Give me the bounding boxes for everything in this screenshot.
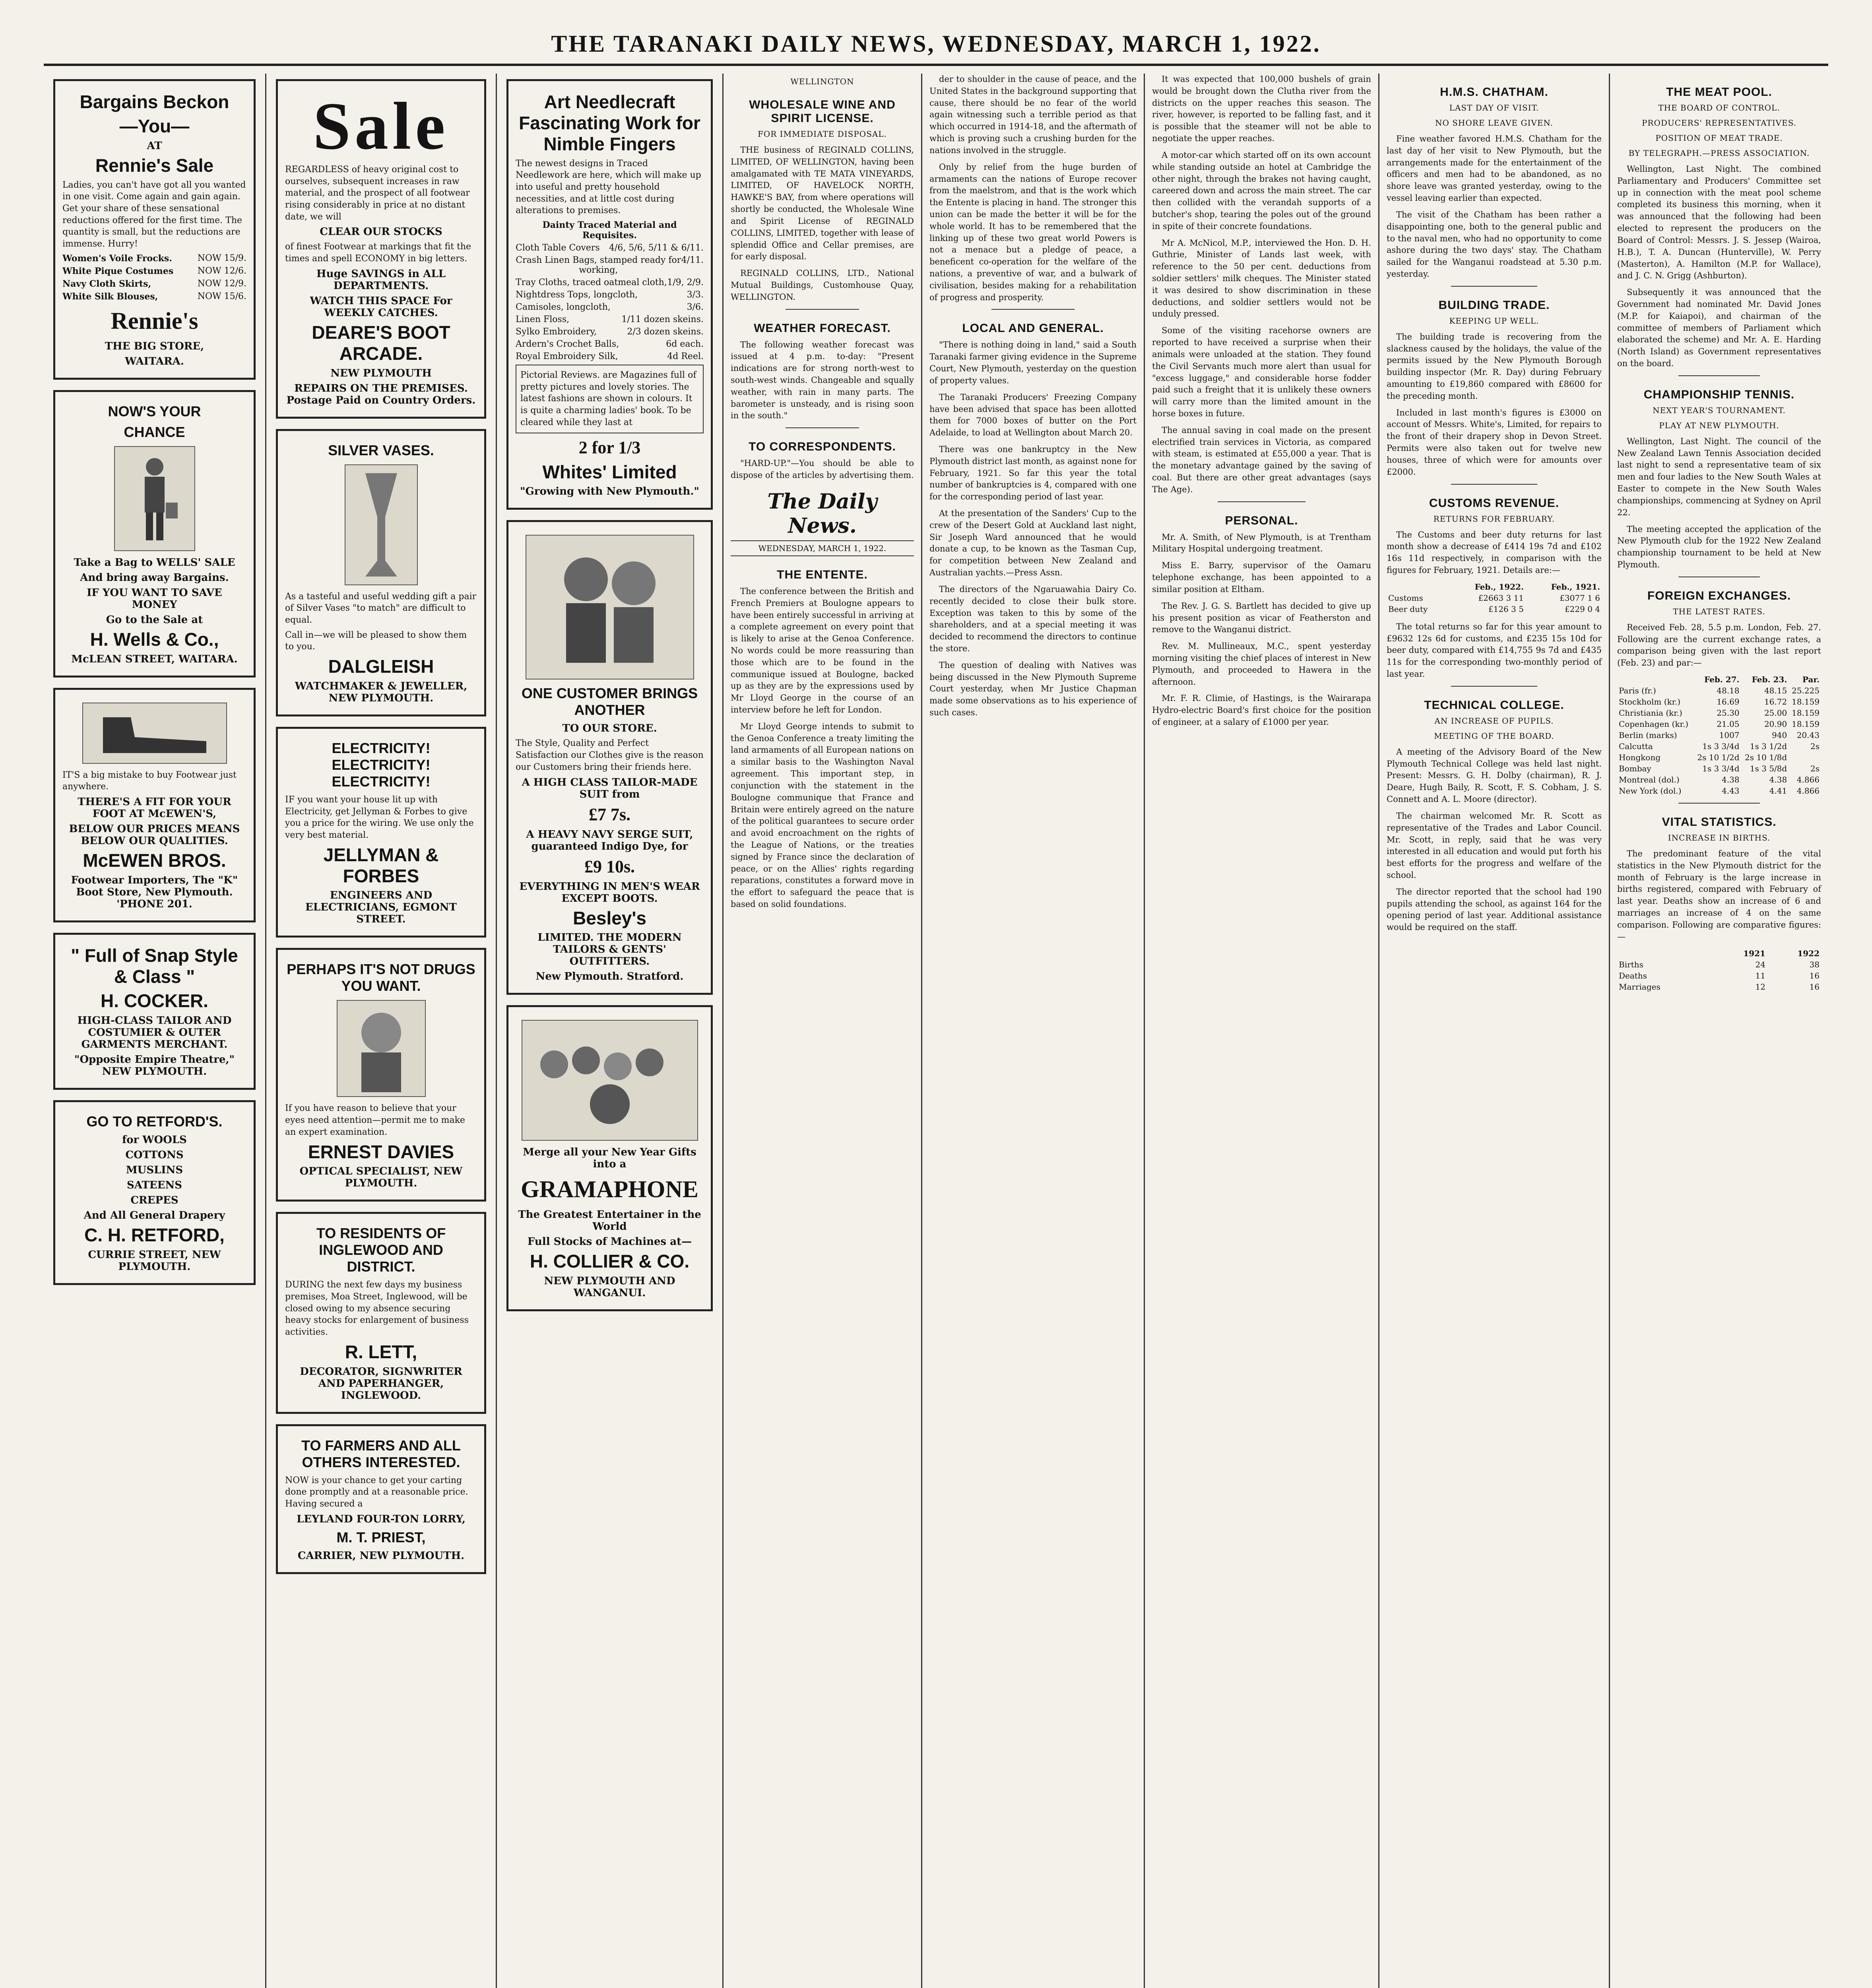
vital-sub: INCREASE IN BIRTHS. <box>1668 833 1771 843</box>
lett-title: TO RESIDENTS OF INGLEWOOD AND DISTRICT. <box>316 1225 446 1275</box>
divider <box>1678 375 1760 376</box>
whites-line: Ardern's Crochet Balls, 6d each. <box>516 339 704 349</box>
building-head: BUILDING TRADE. <box>1438 298 1550 312</box>
column-6 <box>1145 74 1379 1988</box>
technical-p: The chairman welcomed Mr. R. Scott as representative of the Trades and Labor Council. Mr. Scott, in reply, said that he was very interested in all education and would put forth his best efforts for the progress and welfare of the school. <box>1387 811 1602 880</box>
table-header-row: 1921 1922 <box>1743 948 1820 958</box>
rennie-item: Navy Cloth Skirts, NOW 12/9. <box>62 278 246 289</box>
chatham-sub: LAST DAY OF VISIT. <box>1449 103 1539 113</box>
table-row: New York (dol.) 4.43 4.41 4.866 <box>1619 786 1820 796</box>
entente-head: THE ENTENTE. <box>777 568 868 581</box>
table-row: Christiania (kr.) 25.30 25.00 18.159 <box>1619 708 1820 718</box>
weather-head: WEATHER FORECAST. <box>754 321 891 335</box>
sale-rest: of finest Footwear at markings that fit the times and spell ECONOMY in big letters. <box>285 242 471 264</box>
mcewen-prices: BELOW OUR PRICES MEANS BELOW OUR QUALITIES. <box>69 823 240 847</box>
table-row: Beer duty £126 3 5 £229 0 4 <box>1388 604 1600 614</box>
table-header-row: Feb. 27. Feb. 23. Par. <box>1704 675 1820 684</box>
rennie-logo: Rennie's <box>111 307 198 334</box>
personal-p: Mr. F. R. Climie, of Hastings, is the Wairarapa Hydro-electric Board's first choice for the position of engineer, at a salary of £1000 per year. <box>1152 693 1371 727</box>
boot-illustration <box>82 703 227 764</box>
technical-p: The director reported that the school had 190 pupils attending the school, as against 164 for the opening period of last year. Additional assistance would be required on the staff. <box>1387 887 1602 932</box>
dateline: WEDNESDAY, MARCH 1, 1922. <box>731 540 914 556</box>
dalgleish-title: SILVER VASES. <box>328 442 434 458</box>
personal-p: Mr. A. Smith, of New Plymouth, is at Trentham Military Hospital undergoing treatment. <box>1152 532 1371 554</box>
table-row: Berlin (marks) 1007 940 20.43 <box>1619 730 1820 740</box>
davies-trade: OPTICAL SPECIALIST, NEW PLYMOUTH. <box>299 1165 463 1190</box>
whites-line: Royal Embroidery Silk, 4d Reel. <box>516 351 704 362</box>
wells-l3: Take a Bag to WELLS' SALE <box>74 556 235 569</box>
wells-l1: NOW'S YOUR <box>108 403 201 419</box>
rennie-item: White Pique Costumes NOW 12/6. <box>62 266 246 276</box>
jellyman-ad <box>276 727 486 938</box>
retford-item: And All General Drapery <box>83 1209 225 1221</box>
deare-footer: REPAIRS ON THE PREMISES. Postage Paid on Country Orders. <box>286 382 476 406</box>
corr-head: TO CORRESPONDENTS. <box>749 440 896 454</box>
dalgleish-text: As a tasteful and useful wedding gift a pair of Silver Vases "to match" are difficult to equal. <box>285 591 477 625</box>
jellyman-trade: ENGINEERS AND ELECTRICIANS, EGMONT STREET. <box>305 889 457 926</box>
retford-item: MUSLINS <box>126 1164 183 1176</box>
whites-line: Nightdress Tops, longcloth, 3/3. <box>516 290 704 300</box>
men-with-hats-illustration <box>526 535 694 679</box>
whites-offer: 2 for 1/3 <box>578 437 641 457</box>
meat-p: Subsequently it was announced that the Government had nominated Mr. David Jones (M.P. for Kaiapoi), and chairman of the committee of members of Parliament which elaborated the scheme) and Mr. A. E. Harding (North Island) as Government representatives on the board. <box>1617 287 1821 368</box>
cocker-quote: " Full of Snap Style & Class " <box>71 945 238 987</box>
wine-place: WELLINGTON <box>790 77 854 86</box>
collier-l1: Merge all your New Year Gifts into a <box>523 1146 696 1171</box>
whites-line: Camisoles, longcloth, 3/6. <box>516 302 704 313</box>
weather-text: The following weather forecast was issued at 4 p.m. to-day: "Present indications are for strong north-west to south-west winds. Changeable and squally weather, with rain in many parts. The barometer is unsteady, and is rising soon in the south." <box>731 340 914 421</box>
vital-head: VITAL STATISTICS. <box>1662 815 1777 829</box>
tennis-sub: NEXT YEAR'S TOURNAMENT. <box>1653 405 1786 415</box>
technical-sub: MEETING OF THE BOARD. <box>1434 731 1554 741</box>
table-row: Paris (fr.) 48.18 48.15 25.225 <box>1619 686 1820 695</box>
whites-line: Crash Linen Bags, stamped ready for working, 4/11. <box>516 255 704 276</box>
collier-town: NEW PLYMOUTH AND WANGANUI. <box>544 1275 675 1299</box>
collier-ad <box>506 1005 713 1311</box>
customs-head: CUSTOMS REVENUE. <box>1429 496 1560 510</box>
table-row: Calcutta 1s 3 3/4d 1s 3 1/2d 2s <box>1619 742 1820 751</box>
technical-head: TECHNICAL COLLEGE. <box>1424 698 1564 712</box>
davies-name: ERNEST DAVIES <box>308 1141 454 1162</box>
cocker-desc: HIGH-CLASS TAILOR AND COSTUMIER & OUTER GARMENTS MERCHANT. <box>77 1014 232 1050</box>
news-p: Mr A. McNicol, M.P., interviewed the Hon. D. H. Guthrie, Minister of Lands last week, with reference to the 50 per cent. deductions from soldier settlers' milk cheques. The Minister stated it was desired to show discrimination in these deductions, and soldier settlers would not be unduly pressed. <box>1152 238 1371 319</box>
news-p: The annual saving in coal made on the present electrified train services in Victoria, as compared with steam, is estimated at £55,000 a year. That is the monetary advantage gained by the saving of coal. But there are other great advantages (says The Age). <box>1152 425 1371 494</box>
sale-clear: CLEAR OUR STOCKS <box>320 226 442 238</box>
tennis-p: The meeting accepted the application of the New Plymouth club for the 1922 New Zealand championship tournament to be held at New Plymouth. <box>1617 524 1821 569</box>
besley-text: The Style, Quality and Perfect Satisfaction our Clothes give is the reason our Customers bring their friends here. <box>516 738 704 772</box>
cocker-ad <box>53 933 256 1090</box>
exchange-sub: THE LATEST RATES. <box>1673 606 1765 616</box>
column-7 <box>1379 74 1610 1988</box>
exchange-table <box>1617 674 1821 796</box>
whites-line: Cloth Table Covers 4/6, 5/6, 5/11 & 6/11. <box>516 243 704 253</box>
sale-watch: WATCH THIS SPACE For WEEKLY CATCHES. <box>310 295 452 319</box>
whites-ad <box>506 79 713 510</box>
vital-table <box>1617 948 1821 992</box>
cocker-addr: "Opposite Empire Theatre," NEW PLYMOUTH. <box>74 1053 235 1077</box>
table-row: Montreal (dol.) 4.38 4.38 4.866 <box>1619 775 1820 784</box>
wells-l4: And bring away Bargains. <box>80 571 229 584</box>
mcewen-ad <box>53 688 256 922</box>
jellyman-text: IF you want your house lit up with Electricity, get Jellyman & Forbes to give you a price for the wiring. We use only the very best material. <box>285 794 474 840</box>
dalgleish-call: Call in—we will be pleased to show them to you. <box>285 630 467 652</box>
retford-head: GO TO RETFORD'S. <box>86 1113 223 1130</box>
besley-every: EVERYTHING IN MEN'S WEAR EXCEPT BOOTS. <box>519 880 700 905</box>
rennie-item: White Silk Blouses, NOW 15/6. <box>62 291 246 302</box>
chatham-p: Fine weather favored H.M.S. Chatham for the last day of her visit to New Plymouth, but the arrangements made for the entertainment of the officers and men had to be abandoned, as no shore leave was granted yesterday, owing to the vessel leaving earlier than expected. <box>1387 134 1602 203</box>
building-sub: KEEPING UP WELL. <box>1449 316 1539 326</box>
column-2 <box>266 74 497 1988</box>
rennie-intro: Ladies, you can't have got all you wanted in one visit. Come again and gain again. Get your share of these sensational reductions offered for the first time. The quantity is small, but the reductions are immense. Hurry! <box>62 180 246 249</box>
priest-text: NOW is your chance to get your carting done promptly and at a reasonable price. Having secured a <box>285 1475 468 1509</box>
chatham-sub: NO SHORE LEAVE GIVEN. <box>1435 118 1554 128</box>
meat-p: Wellington, Last Night. The combined Parliamentary and Producers' Committee set up in connection with the meat pool scheme completed its business this morning, when it was announced that the following had been elected to represent the producers on the Board of Control: Messrs. J. S. Jessep (Wairoa, H.B.), T. A. Duncan (Hunterville), W. Perry (Masterton), A. Hamilton (M.P. for Wallace), and J. C. N. Grigg (Ashburton). <box>1617 164 1821 281</box>
paper-name: The Daily News. <box>767 489 877 538</box>
chatham-p: The visit of the Chatham has been rather a disappointing one, both to the general public and to the naval men, who had no opportunity to come ashore during the two days' stay. The Chatham sailed for the Wanganui roadstead at 5.30 p.m. yesterday. <box>1387 210 1602 279</box>
wine-sub: FOR IMMEDIATE DISPOSAL. <box>757 129 887 139</box>
technical-p: A meeting of the Advisory Board of the New Plymouth Technical College was held last night. Present: Messrs. G. H. Dolby (chairman), R. J. Deare, Hugh Baily, R. Scott, F. S. Cobham, J. S. Connett and A. L. Moore (director). <box>1387 747 1602 804</box>
besley-l1: ONE CUSTOMER BRINGS ANOTHER <box>521 685 698 718</box>
personal-head: PERSONAL. <box>1225 514 1298 527</box>
table-row: Hongkong 2s 10 1/2d 2s 10 1/8d <box>1619 753 1787 762</box>
dalgleish-name: DALGLEISH <box>328 656 434 677</box>
dalgleish-trade: WATCHMAKER & JEWELLER, NEW PLYMOUTH. <box>295 680 468 704</box>
cocker-name: H. COCKER. <box>101 990 208 1011</box>
table-row: Deaths 11 16 <box>1619 971 1820 980</box>
collier-l2: The Greatest Entertainer in the World <box>518 1209 701 1233</box>
besley-name: Besley's <box>573 907 646 928</box>
collier-name: H. COLLIER & CO. <box>530 1251 690 1272</box>
deare-name: DEARE'S BOOT ARCADE. <box>312 322 450 364</box>
besley-price2: £9 10s. <box>584 856 635 876</box>
retford-addr: CURRIE STREET, NEW PLYMOUTH. <box>88 1248 221 1273</box>
divider <box>786 427 859 428</box>
local-p: At the presentation of the Sanders' Cup to the crew of the Desert Gold at Auckland last night, Sir Joseph Ward announced that he would donate a cup, to be known as the Tasman Cup, for competition between New Zealand and Australian yachts.—Press Assn. <box>929 509 1137 578</box>
rennie-at: AT <box>147 140 162 152</box>
deare-ad <box>276 79 486 419</box>
whites-slogan: "Growing with New Plymouth." <box>520 485 699 498</box>
mcewen-addr: Footwear Importers, The "K" Boot Store, New Plymouth. 'PHONE 201. <box>71 874 238 910</box>
sale-word: Sale <box>313 89 449 163</box>
divider <box>786 309 859 310</box>
divider <box>1218 501 1305 502</box>
table-row: Stockholm (kr.) 16.69 16.72 18.159 <box>1619 697 1820 707</box>
retford-item: CREPES <box>130 1194 178 1206</box>
technical-sub: AN INCREASE OF PUPILS. <box>1434 716 1554 726</box>
besley-suit: A HIGH CLASS TAILOR-MADE SUIT from <box>522 776 698 800</box>
jellyman-name: JELLYMAN & FORBES <box>323 844 439 886</box>
customs-p: The Customs and beer duty returns for last month show a decrease of £414 19s 7d and £102 16s 11d respectively, in comparison with the figures for February, 1921. Details are:— <box>1387 530 1602 575</box>
whites-title: Art Needlecraft Fascinating Work for Nimble Fingers <box>519 91 700 154</box>
table-row: Bombay 1s 3 3/4d 1s 3 5/8d 2s <box>1619 764 1820 773</box>
local-p: There was one bankruptcy in the New Plymouth district last month, as against none for February, 1921. So far this year the total number of bankruptcies is 4, compared with one for the corresponding period of last year. <box>929 444 1137 502</box>
entente-p3: der to shoulder in the cause of peace, and the United States in the background supporting that cause, there should be no fear of the world again witnessing such a terrible period as that which occurred in 1914-18, and the aftermath of which is proving such a crushing burden for the nations involved in the struggle. <box>929 74 1137 155</box>
meat-sub: PRODUCERS' REPRESENTATIVES. <box>1641 118 1797 128</box>
collier-product: GRAMAPHONE <box>521 1176 698 1203</box>
lett-text: DURING the next few days my business premises, Moa Street, Inglewood, will be closed owing to my absence securing heavy stocks for enlargement of business activities. <box>285 1280 469 1338</box>
vital-p: The predominant feature of the vital statistics in the New Plymouth district for the month of February is the large increase in births registered, compared with February of last year. Deaths show an increase of 6 and marriages an increase of 4 on the same comparison. Following are comparative figures:— <box>1617 849 1821 942</box>
wine-sig: REGINALD COLLINS, LTD., National Mutual Buildings, Customhouse Quay, WELLINGTON. <box>731 268 914 302</box>
porter-illustration <box>114 446 195 551</box>
column-1 <box>44 74 266 1988</box>
lett-ad <box>276 1212 486 1413</box>
rennie-item: Women's Voile Frocks. NOW 15/9. <box>62 253 246 264</box>
wells-ad <box>53 390 256 678</box>
personal-p: Miss E. Barry, supervisor of the Oamaru telephone exchange, has been appointed to a similar position at Eltham. <box>1152 561 1371 594</box>
besley-ad <box>506 520 713 995</box>
davies-title: PERHAPS IT'S NOT DRUGS YOU WANT. <box>287 961 475 994</box>
customs-p: The total returns so far for this year amount to £9632 12s 6d for customs, and £235 15s 10d for beer duty, compared with £14,755 9s 7d and £435 11s for the corresponding two-monthly period of last year. <box>1387 621 1602 679</box>
retford-name: C. H. RETFORD, <box>84 1224 225 1245</box>
tennis-p: Wellington, Last Night. The council of the New Zealand Lawn Tennis Association decided last night to send a representative team of six men and four ladies to the New South Wales at Easter to compete in the New South Wales championships, commencing at Sydney on April 22. <box>1617 436 1821 517</box>
besley-l2: TO OUR STORE. <box>562 722 657 735</box>
whites-line: Linen Floss, 1/11 dozen skeins. <box>516 315 704 325</box>
table-row: Births 24 38 <box>1619 959 1820 969</box>
davies-text: If you have reason to believe that your eyes need attention—permit me to make an expert examination. <box>285 1103 465 1137</box>
column-8 <box>1610 74 1828 1988</box>
besley-price1: £7 7s. <box>588 804 631 824</box>
sale-savings: Huge SAVINGS in ALL DEPARTMENTS. <box>316 268 446 292</box>
retford-ad <box>53 1100 256 1285</box>
meat-sub: THE BOARD OF CONTROL. <box>1658 103 1780 113</box>
corr-text: "HARD-UP."—You should be able to dispose of the articles by advertising them. <box>731 458 914 480</box>
divider <box>991 309 1074 310</box>
whites-line: Dainty Traced Material and Requisites. <box>542 220 677 241</box>
wells-l6: Go to the Sale at <box>106 613 203 626</box>
wells-addr: McLEAN STREET, WAITARA. <box>71 653 238 665</box>
rennie-store: THE BIG STORE, <box>105 340 204 352</box>
column-3 <box>497 74 724 1988</box>
wells-name: H. Wells & Co., <box>90 629 219 650</box>
meat-head: THE MEAT POOL. <box>1666 85 1772 99</box>
whites-text: The newest designs in Traced Needlework are here, which will make up into useful and pretty household necessities, and at little cost during alterations to premises. <box>516 158 701 216</box>
local-p: The Taranaki Producers' Freezing Company have been advised that space has been allotted them for 7000 boxes of butter on the Port Adelaide, to load at Wellington about March 20. <box>929 392 1137 438</box>
wells-l2: CHANCE <box>124 423 185 440</box>
retford-item: SATEENS <box>126 1179 182 1191</box>
crowd-illustration <box>522 1020 698 1141</box>
meat-sub: POSITION OF MEAT TRADE. <box>1655 133 1783 143</box>
wells-l5: IF YOU WANT TO SAVE MONEY <box>87 586 222 611</box>
local-head: LOCAL AND GENERAL. <box>962 322 1104 335</box>
priest-name: M. T. PRIEST, <box>336 1529 426 1545</box>
lett-name: R. LETT, <box>345 1341 417 1362</box>
wine-head: WHOLESALE WINE AND SPIRIT LICENSE. <box>749 98 896 125</box>
table-header-row: Feb., 1922. Feb., 1921. <box>1474 582 1600 592</box>
rennie-name: Rennie's Sale <box>95 155 214 176</box>
news-p: Some of the visiting racehorse owners are reported to have received a surprise when their animals were unloaded at the station. They found the Civil Servants much more alert than usual for "excess luggage," and considerable horse fodder paid such a freight that it is unlikely these owners will carry more than the limited amount in the horse boxes in future. <box>1152 326 1371 418</box>
entente-p1: The conference between the British and French Premiers at Boulogne appears to have been entirely successful in arriving at a complete agreement on every point that is likely to arise at the Genoa Conference. No words could be more reassuring than those which are to be found in the communique issued at Boulogne, backed up as they are by the expressions used by Mr Lloyd George in the course of an interview before he left for London. <box>731 586 914 714</box>
rennie-title: Bargains Beckon <box>80 91 229 112</box>
collier-l3: Full Stocks of Machines at— <box>527 1236 692 1248</box>
personal-p: The Rev. J. G. S. Bartlett has decided to give up his present position as vicar of Featherston and remove to the Wanganui district. <box>1152 601 1371 635</box>
news-p: A motor-car which started off on its own account while standing outside an hotel at Cambridge the other night, through the brakes not having caught, careered down and across the main street. The car then collided with the verandah supports of a butcher's shop, tearing the poles out of the ground in spite of their concrete foundations. <box>1152 150 1371 231</box>
local-p: The directors of the Ngaruawahia Dairy Co. recently decided to close their bulk store. Exception was taken to this by some of the shareholders, and at a special meeting it was decided to recommend the directors to continue the store. <box>929 584 1137 653</box>
deare-town: NEW PLYMOUTH <box>330 367 432 379</box>
vase-illustration <box>345 464 418 585</box>
local-p: The question of dealing with Natives was being discussed in the New Plymouth Supreme Court yesterday, when Mr Justice Chapman made some observations as to his experience of such cases. <box>929 660 1137 717</box>
table-row: Marriages 12 16 <box>1619 982 1820 992</box>
divider <box>1451 286 1537 287</box>
rennie-ad <box>53 79 256 380</box>
divider <box>1451 484 1537 485</box>
jellyman-title: ELECTRICITY! ELECTRICITY! ELECTRICITY! <box>332 740 431 790</box>
wine-text: THE business of REGINALD COLLINS, LIMITED, OF WELLINGTON, having been amalgamated with TE MATA VINEYARDS, LIMITED, OF HAVELOCK NORTH, HAWKE'S BAY, from where operations will shortly be conducted, the Wholesale Wine and Spirit License of REGINALD COLLINS, LIMITED, together with lease of splendid Office and Cellar premises, are for early disposal. <box>731 145 914 262</box>
meat-by: BY TELEGRAPH.—PRESS ASSOCIATION. <box>1628 148 1810 158</box>
retford-item: COTTONS <box>125 1149 184 1161</box>
besley-town: New Plymouth. Stratford. <box>535 971 684 983</box>
rennie-sub: —You— <box>119 115 190 136</box>
priest-lorry: LEYLAND FOUR-TON LORRY, <box>297 1513 466 1525</box>
exchange-p: Received Feb. 28, 5.5 p.m. London, Feb. 27. Following are the current exchange rates, a comparison being given with the last report (Feb. 23) and par:— <box>1617 622 1821 668</box>
dalgleish-ad <box>276 429 486 716</box>
customs-table <box>1387 581 1602 615</box>
table-row: Customs £2663 3 11 £3077 1 6 <box>1388 593 1600 603</box>
divider <box>1678 803 1760 804</box>
tennis-head: CHAMPIONSHIP TENNIS. <box>1643 388 1795 401</box>
personal-p: Rev. M. Mullineaux, M.C., spent yesterday morning visiting the chief places of interest in New Plymouth, and proceeded to Hawera in the afternoon. <box>1152 641 1371 687</box>
whites-name: Whites' Limited <box>542 461 677 482</box>
mcewen-text: IT'S a big mistake to buy Footwear just anywhere. <box>62 770 237 792</box>
tennis-sub: PLAY AT NEW PLYMOUTH. <box>1659 420 1779 430</box>
whites-line: Tray Cloths, traced oatmeal cloth, 1/9, 2/9. <box>516 278 704 288</box>
man-portrait-illustration <box>337 1000 426 1097</box>
chatham-head: H.M.S. CHATHAM. <box>1440 85 1548 99</box>
entente-p2: Mr Lloyd George intends to submit to the Genoa Conference a treaty limiting the land armaments of all European nations on a similar basis to the Washington Naval agreement. This important step, in conjunction with the statement in the Boulogne communique that France and Britain were entirely agreed on the nature of the political guarantees to secure order and avoid encroachment on the rights of the League of Nations, or the treaties signed by France since the declaration of peace, or on the Allies' rights regarding reparations, constitutes a forward move in the effort to safeguard the peace that is based on solid foundations. <box>731 721 914 909</box>
masthead: THE TARANAKI DAILY NEWS, WEDNESDAY, MARCH 1, 1922. <box>44 24 1828 66</box>
lett-trade: DECORATOR, SIGNWRITER AND PAPERHANGER, INGLEWOOD. <box>300 1365 462 1402</box>
priest-trade: CARRIER, NEW PLYMOUTH. <box>297 1549 465 1562</box>
local-p: "There is nothing doing in land," said a South Taranaki farmer giving evidence in the Supreme Court, New Plymouth, yesterday on the question of property values. <box>929 340 1137 385</box>
priest-title: TO FARMERS AND ALL OTHERS INTERESTED. <box>301 1437 461 1470</box>
retford-item: for WOOLS <box>122 1134 187 1146</box>
mcewen-fit: THERE'S A FIT FOR YOUR FOOT AT McEWEN'S, <box>78 796 231 820</box>
table-row: Copenhagen (kr.) 21.05 20.90 18.159 <box>1619 719 1820 729</box>
besley-navy: A HEAVY NAVY SERGE SUIT, guaranteed Indigo Dye, for <box>526 828 693 852</box>
besley-trade: LIMITED. THE MODERN TAILORS & GENTS' OUTFITTERS. <box>537 932 682 968</box>
news-p: It was expected that 100,000 bushels of grain would be brought down the Clutha river from the districts on the upper reaches this season. The river, however, is reported to be falling fast, and it is possible that the steamer will not be able to negotiate the upper reaches. <box>1152 74 1371 144</box>
divider <box>1451 686 1537 687</box>
priest-ad <box>276 1424 486 1574</box>
building-p: Included in last month's figures is £3000 on account of Messrs. White's, Limited, for repairs to the front of their drapery shop in Devon Street. Permits were also taken out for twelve new houses, three of which were for amounts over £2000. <box>1387 408 1602 477</box>
column-5 <box>922 74 1145 1988</box>
building-p: The building trade is recovering from the slackness caused by the holidays, the value of the permits issued by the New Plymouth Borough building inspector (Mr. R. Day) during February amounting to £19,860 compared with £8600 for the preceding month. <box>1387 332 1602 401</box>
entente-p4: Only by relief from the huge burden of armaments can the nations of Europe recover from the maelstrom, and that is the work which the Entente is placing in hand. The stronger this union can be made the better it will be for the whole world. It has to be remembered that the linking up of these two great world Powers is not a menace but a pledge of peace, a beneficent co-operation for the welfare of the nations, a preventive of war, and a bulwark of civilisation, besides making for a rehabilitation of progress and prosperity. <box>929 162 1137 302</box>
customs-sub: RETURNS FOR FEBRUARY. <box>1433 514 1555 524</box>
exchange-head: FOREIGN EXCHANGES. <box>1647 589 1791 602</box>
rennie-town: WAITARA. <box>125 355 184 367</box>
mcewen-name: McEWEN BROS. <box>83 850 226 871</box>
column-4 <box>724 74 922 1988</box>
sale-text: REGARDLESS of heavy original cost to ourselves, subsequent increases in raw material, and the prospect of all footwear rising considerably in price at no distant date, we will <box>285 165 470 222</box>
whites-pictorial: Pictorial Reviews. are Magazines full of pretty pictures and lovely stories. The latest fashions are shown in colours. It is quite a charming ladies' book. To be cleared while they last at <box>516 365 704 433</box>
whites-line: Sylko Embroidery, 2/3 dozen skeins. <box>516 327 704 337</box>
davies-ad <box>276 948 486 1202</box>
